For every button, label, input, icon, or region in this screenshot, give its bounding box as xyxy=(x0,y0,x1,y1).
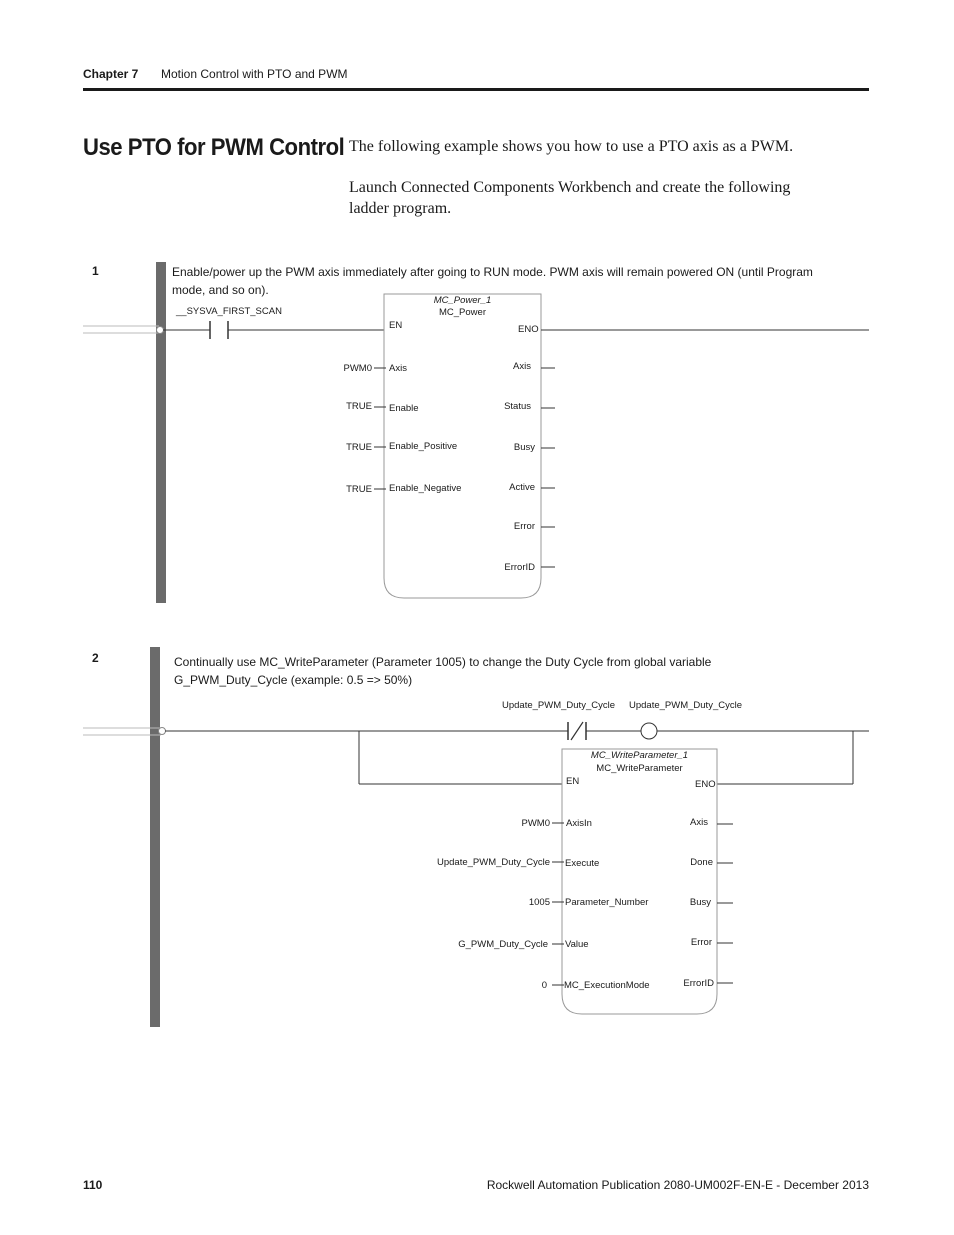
mc-power-en: EN xyxy=(389,320,403,331)
rung2-coil-label: Update_PWM_Duty_Cycle xyxy=(629,700,742,711)
rung2-description: Continually use MC_WriteParameter (Parameter 1005) to change the Duty Cycle from global variable G_PWM_Duty_Cycle (example: 0.5 => 50%) xyxy=(174,655,712,687)
mc-writeparameter-input-pin: AxisIn xyxy=(566,818,592,829)
page-number: 110 xyxy=(83,1178,103,1192)
mc-writeparameter-output-pin: Error xyxy=(690,937,712,948)
mc-power-type: MC_Power xyxy=(439,307,486,318)
mc-writeparameter-input-pin: Value xyxy=(565,939,589,950)
mc-power-input-pin: Axis xyxy=(389,363,407,374)
rung2-power-rail xyxy=(150,647,160,1027)
mc-power-instance: MC_Power_1 xyxy=(433,295,492,306)
rung1-description: Enable/power up the PWM axis immediately after going to RUN mode. PWM axis will remain powered ON (until Program mode, and so on). xyxy=(172,265,813,297)
rung1-number: 1 xyxy=(92,264,99,278)
mc-power-input-pin: Enable_Positive xyxy=(389,441,458,452)
mc-power-output-pin: ErrorID xyxy=(504,562,535,573)
mc-writeparameter-input-pin: Execute xyxy=(565,858,600,869)
chapter-label: Chapter 7 xyxy=(83,67,139,81)
mc-power-eno: ENO xyxy=(518,324,539,335)
rung1-power-rail xyxy=(156,262,166,603)
mc-writeparameter-input-value: 1005 xyxy=(528,897,550,908)
mc-power-input-value: TRUE xyxy=(346,401,372,412)
mc-writeparameter-output-pin: ErrorID xyxy=(683,978,714,989)
mc-power-output-pin: Error xyxy=(513,521,535,532)
mc-power-input-pin: Enable_Negative xyxy=(389,483,462,494)
rung2-number: 2 xyxy=(92,651,99,665)
publication-info: Rockwell Automation Publication 2080-UM002F-EN-E - December 2013 xyxy=(486,1178,869,1192)
mc-writeparameter-block xyxy=(562,749,717,1014)
rung2-contact-label: Update_PWM_Duty_Cycle xyxy=(502,700,615,711)
mc-power-output-pin: Active xyxy=(509,482,535,493)
mc-writeparameter-output-pin: Axis xyxy=(690,817,708,828)
mc-writeparameter-input-value: PWM0 xyxy=(521,818,550,829)
section-title: Use PTO for PWM Control xyxy=(83,134,345,161)
mc-power-output-pin: Axis xyxy=(513,361,531,372)
mc-power-output-pin: Busy xyxy=(513,442,535,453)
mc-power-input-value: TRUE xyxy=(346,442,372,453)
mc-writeparameter-input-pin: MC_ExecutionMode xyxy=(564,980,650,991)
rung1-contact-label: __SYSVA_FIRST_SCAN xyxy=(176,306,282,317)
mc-writeparameter-input-pin: Parameter_Number xyxy=(565,897,649,908)
mc-power-input-value: TRUE xyxy=(346,484,372,495)
mc-power-input-pin: Enable xyxy=(389,403,419,414)
mc-writeparameter-input-value: Update_PWM_Duty_Cycle xyxy=(437,857,550,868)
intro-paragraph-2: Launch Connected Components Workbench and create the following ladder program. xyxy=(349,179,791,217)
mc-writeparameter-input-value: G_PWM_Duty_Cycle xyxy=(458,939,548,950)
mc-power-output-pin: Status xyxy=(504,401,531,412)
mc-writeparameter-output-pin: Done xyxy=(690,857,713,868)
mc-writeparameter-en: EN xyxy=(566,776,580,787)
mc-writeparameter-output-pin: Busy xyxy=(689,897,711,908)
mc-writeparameter-type: MC_WriteParameter xyxy=(596,763,683,774)
mc-power-input-value: PWM0 xyxy=(343,363,372,374)
intro-paragraph-1: The following example shows you how to use a PTO axis as a PWM. xyxy=(349,138,794,155)
mc-writeparameter-instance: MC_WriteParameter_1 xyxy=(590,750,689,761)
mc-writeparameter-eno: ENO xyxy=(695,779,716,790)
mc-writeparameter-input-value: 0 xyxy=(541,980,547,991)
chapter-title: Motion Control with PTO and PWM xyxy=(161,67,348,81)
rung2-coil xyxy=(641,723,657,739)
